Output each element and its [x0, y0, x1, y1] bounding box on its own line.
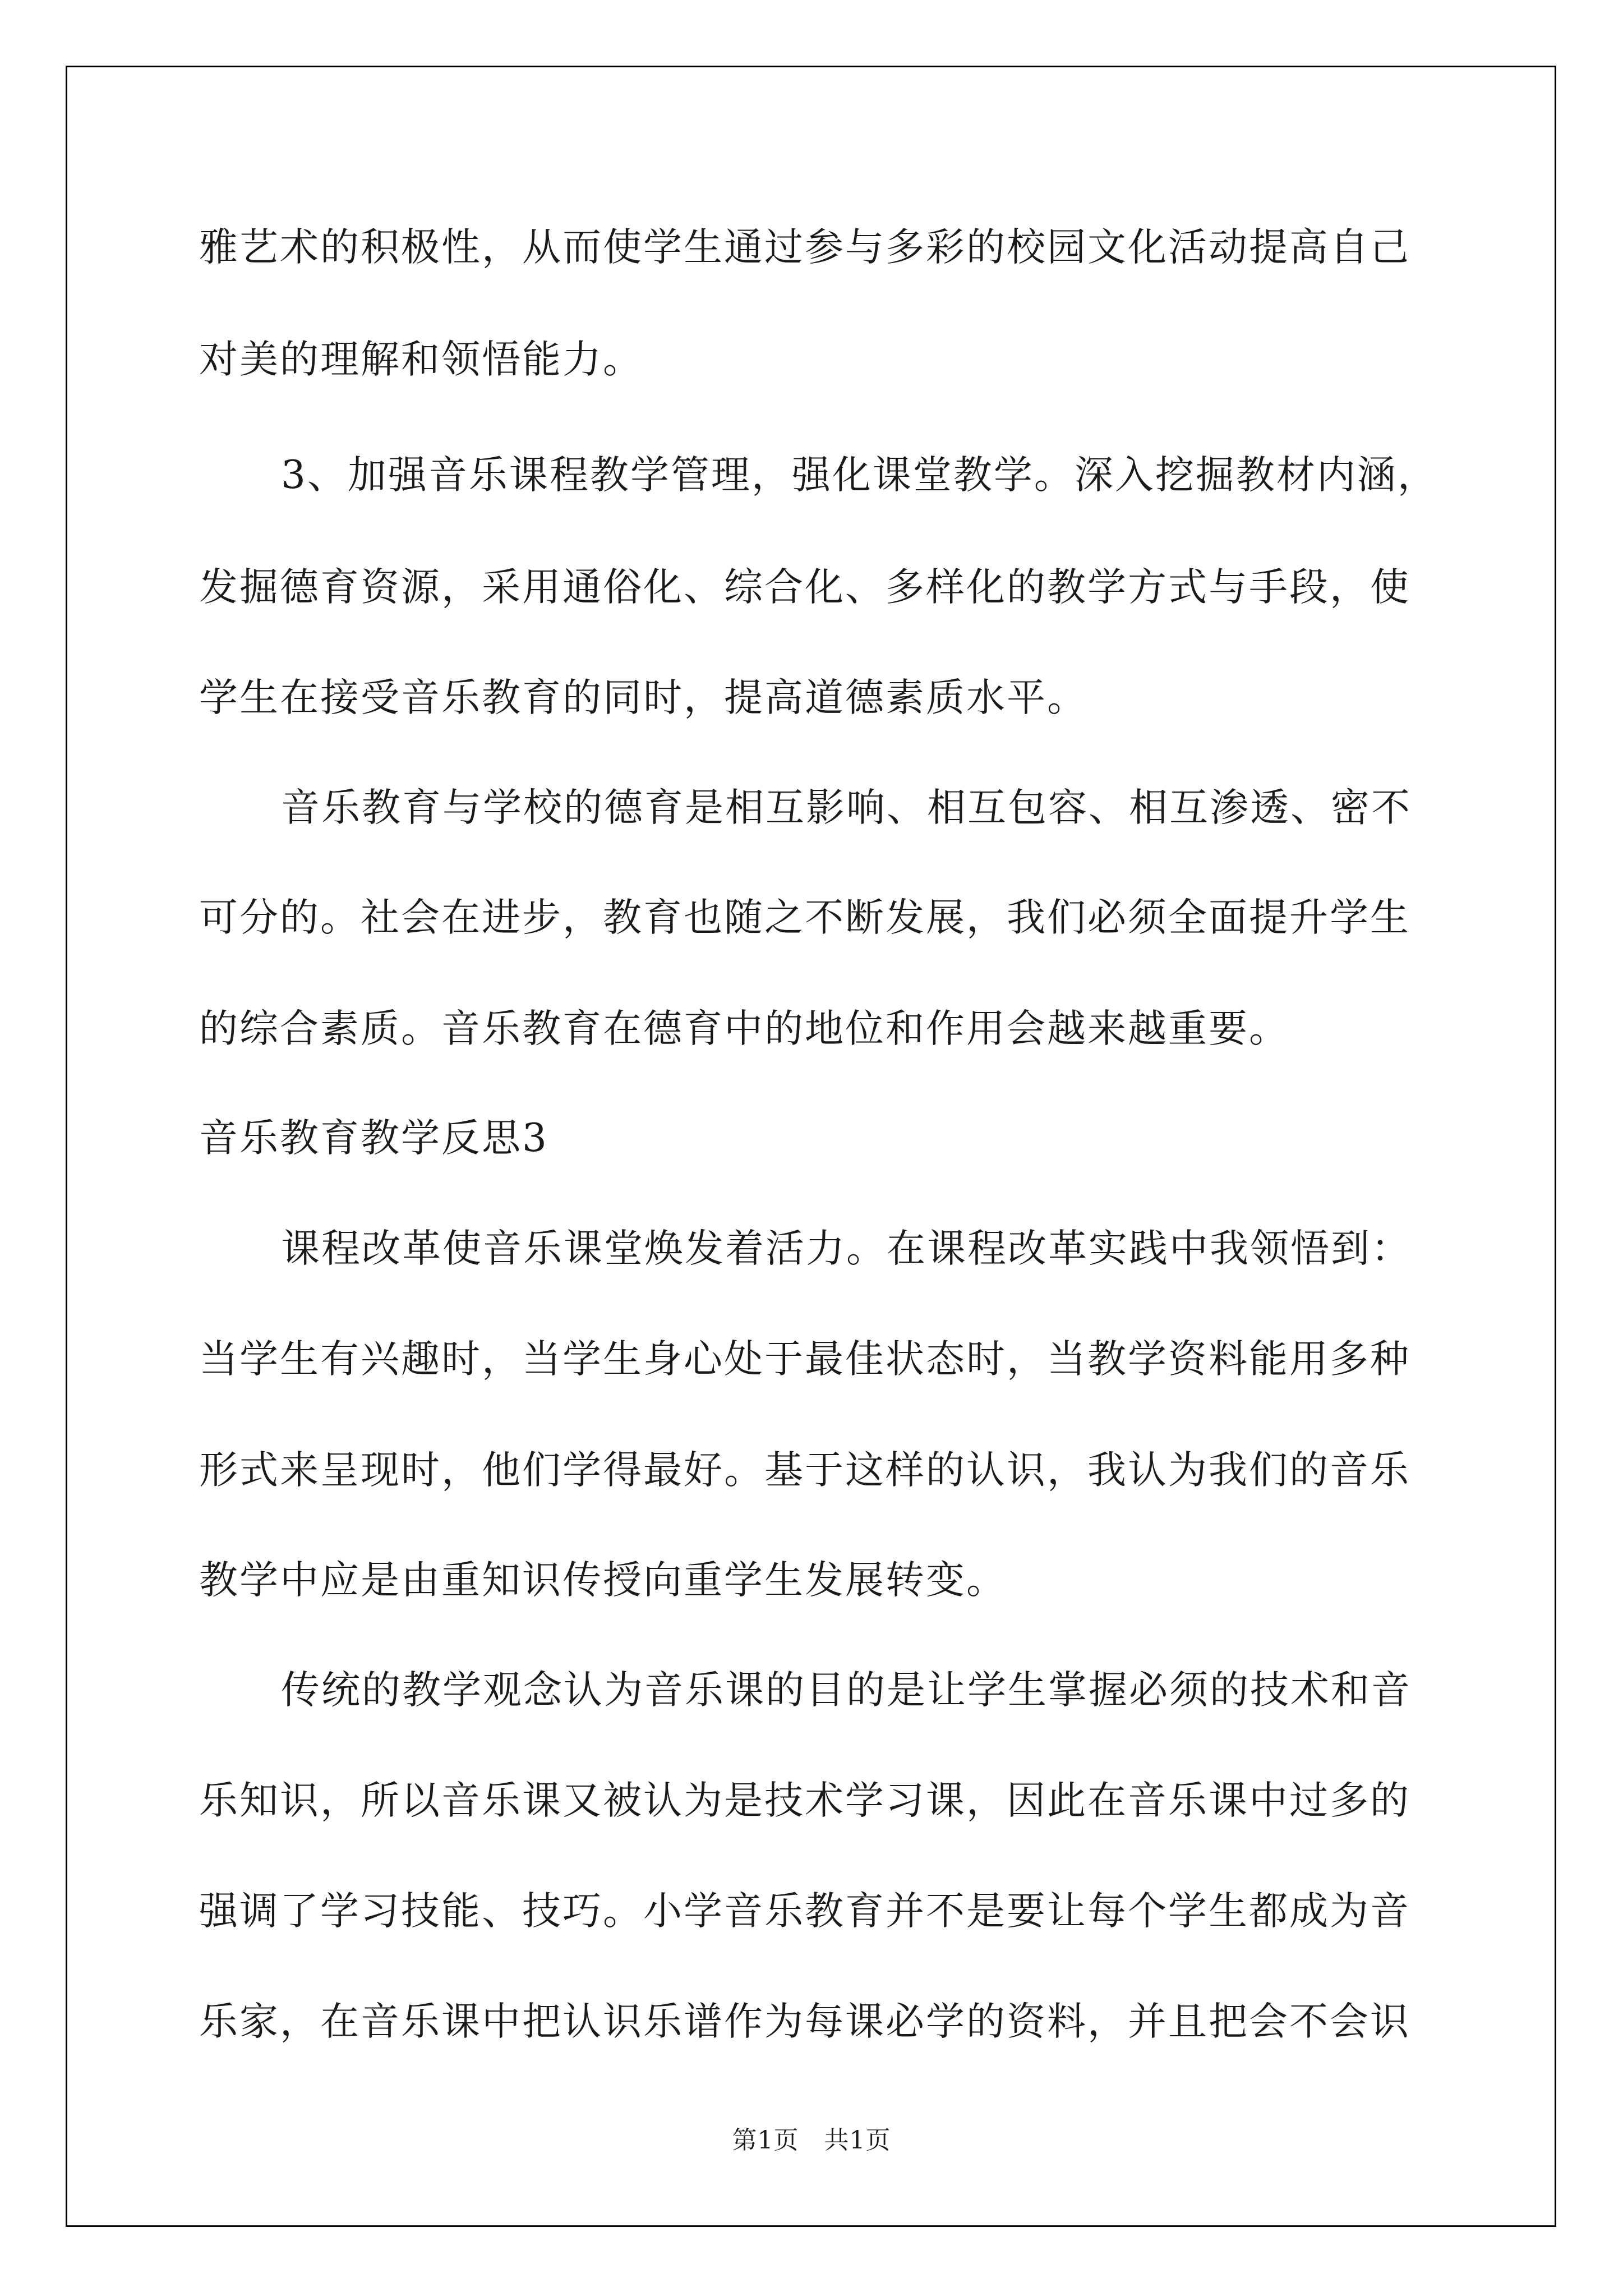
- paragraph-start-line: 课程改革使音乐课堂焕发着活力。在课程改革实践中我领悟到：: [281, 1226, 1412, 1271]
- paragraph-start-line: 3、加强音乐课程教学管理，强化课堂教学。深入挖掘教材内涵，: [281, 453, 1438, 498]
- text-line: 乐知识，所以音乐课又被认为是技术学习课，因此在音乐课中过多的: [199, 1778, 1410, 1823]
- text-line: 学生在接受音乐教育的同时，提高道德素质水平。: [199, 675, 1087, 720]
- text-line: 乐家，在音乐课中把认识乐谱作为每课必学的资料，并且把会不会识: [199, 1999, 1410, 2044]
- page-footer: 第1页 共1页: [732, 2126, 891, 2155]
- text-line: 雅艺术的积极性，从而使学生通过参与多彩的校园文化活动提高自己: [199, 225, 1410, 270]
- text-line: 可分的。社会在进步，教育也随之不断发展，我们必须全面提升学生: [199, 895, 1410, 940]
- text-line: 当学生有兴趣时，当学生身心处于最佳状态时，当教学资料能用多种: [199, 1337, 1410, 1382]
- text-line: 教学中应是由重知识传授向重学生发展转变。: [199, 1558, 1007, 1603]
- text-line: 形式来呈现时，他们学得最好。基于这样的认识，我认为我们的音乐: [199, 1448, 1410, 1493]
- section-heading: 音乐教育教学反思3: [199, 1116, 548, 1161]
- paragraph-start-line: 音乐教育与学校的德育是相互影响、相互包容、相互渗透、密不: [281, 785, 1412, 830]
- text-line: 强调了学习技能、技巧。小学音乐教育并不是要让每个学生都成为音: [199, 1889, 1410, 1934]
- text-line: 发掘德育资源，采用通俗化、综合化、多样化的教学方式与手段，使: [199, 565, 1410, 610]
- text-line: 的综合素质。音乐教育在德育中的地位和作用会越来越重要。: [199, 1006, 1289, 1051]
- text-line: 对美的理解和领悟能力。: [199, 337, 643, 382]
- paragraph-start-line: 传统的教学观念认为音乐课的目的是让学生掌握必须的技术和音: [281, 1668, 1412, 1713]
